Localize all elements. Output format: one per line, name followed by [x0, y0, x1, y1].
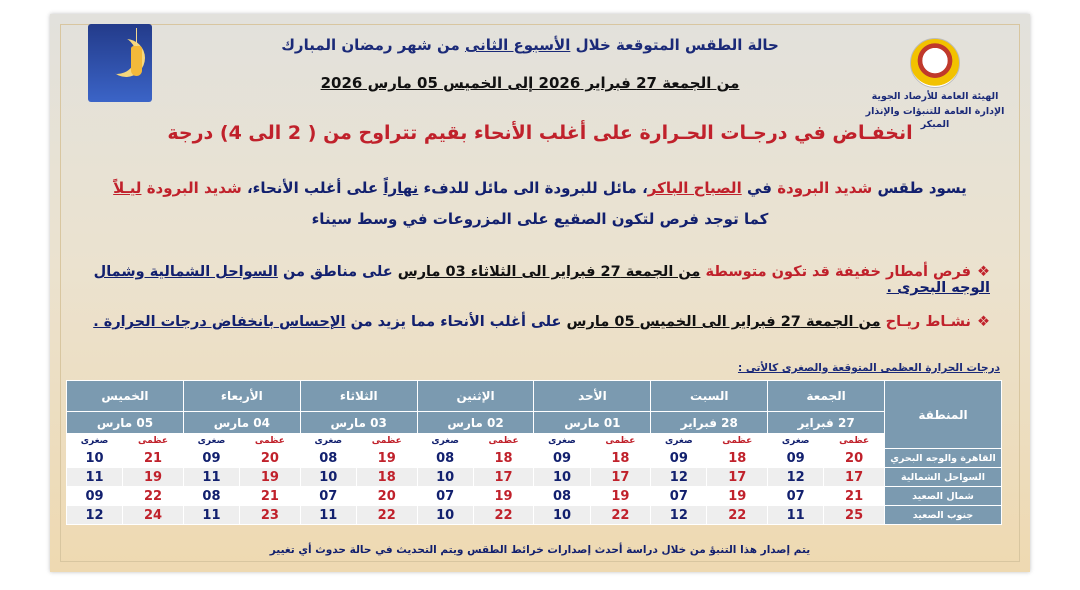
min-temp-cell: 11 [67, 468, 123, 487]
lantern-string [136, 28, 137, 46]
min-label: صغرى [183, 434, 239, 449]
max-label: عظمى [356, 434, 417, 449]
organization-block [860, 38, 1010, 131]
min-temp-cell: 12 [768, 468, 824, 487]
max-temp-cell: 22 [123, 487, 184, 506]
min-temp-cell: 08 [183, 487, 239, 506]
min-temp-cell: 09 [67, 487, 123, 506]
table-row [67, 449, 1002, 468]
min-temp-cell: 09 [183, 449, 239, 468]
max-temp-cell: 22 [707, 506, 768, 525]
min-temp-cell: 10 [534, 506, 590, 525]
min-temp-cell: 10 [417, 468, 473, 487]
headline: انخفـاض في درجـات الحـرارة على أغلب الأنحاء بقيم تتراوح من ( 2 الى 4) درجة [167, 122, 913, 144]
max-temp-cell: 20 [356, 487, 417, 506]
max-label: عظمى [239, 434, 300, 449]
min-label: صغرى [417, 434, 473, 449]
max-temp-cell: 22 [356, 506, 417, 525]
min-temp-cell: 08 [300, 449, 356, 468]
max-temp-cell: 21 [123, 449, 184, 468]
min-temp-cell: 07 [768, 487, 824, 506]
min-label: صغرى [67, 434, 123, 449]
min-temp-cell: 07 [417, 487, 473, 506]
min-temp-cell: 10 [67, 449, 123, 468]
region-cell: القاهرة والوجه البحري [885, 449, 1002, 468]
max-temp-cell: 21 [824, 487, 885, 506]
min-temp-cell: 09 [651, 449, 707, 468]
max-temp-cell: 19 [473, 487, 534, 506]
max-temp-cell: 20 [239, 449, 300, 468]
day-name: الأربعاء [183, 381, 300, 412]
star-bullet-icon: ❖ [977, 264, 990, 280]
max-temp-cell: 23 [239, 506, 300, 525]
temperature-table [66, 380, 1002, 525]
day-date: 28 فبراير [651, 412, 768, 434]
min-temp-cell: 12 [651, 468, 707, 487]
min-temp-cell: 09 [768, 449, 824, 468]
star-bullet-icon: ❖ [977, 314, 990, 330]
max-temp-cell: 17 [707, 468, 768, 487]
table-row [67, 487, 1002, 506]
day-name: الأحد [534, 381, 651, 412]
day-date: 01 مارس [534, 412, 651, 434]
min-temp-cell: 12 [67, 506, 123, 525]
min-temp-cell: 11 [300, 506, 356, 525]
date-range: من الجمعة 27 فبراير 2026 إلى الخميس 05 مارس 2026 [320, 74, 740, 92]
bullet-rain: ❖فرص أمطار خفيفة قد تكون متوسطة من الجمعة 27 فبراير الى الثلاثاء 03 مارس على مناطق من السواحل الشمالية وشمال الوجه البحرى . [93, 264, 990, 296]
min-temp-cell: 07 [300, 487, 356, 506]
min-temp-cell: 11 [768, 506, 824, 525]
max-temp-cell: 21 [239, 487, 300, 506]
min-temp-cell: 09 [534, 449, 590, 468]
min-temp-cell: 08 [534, 487, 590, 506]
ramadan-image [88, 24, 152, 102]
min-temp-cell: 12 [651, 506, 707, 525]
day-name: الجمعة [768, 381, 885, 412]
max-temp-cell: 19 [590, 487, 651, 506]
max-label: عظمى [473, 434, 534, 449]
max-temp-cell: 19 [123, 468, 184, 487]
max-label: عظمى [590, 434, 651, 449]
day-name: الخميس [67, 381, 184, 412]
lantern-icon [131, 46, 142, 76]
min-temp-cell: 11 [183, 468, 239, 487]
min-temp-cell: 10 [417, 506, 473, 525]
table-caption: درجات الحرارة العظمى المتوقعة والصغرى كالأتى : [737, 362, 1000, 374]
min-label: صغرى [534, 434, 590, 449]
min-label: صغرى [300, 434, 356, 449]
max-temp-cell: 19 [239, 468, 300, 487]
day-name: الثلاثاء [300, 381, 417, 412]
min-temp-cell: 07 [651, 487, 707, 506]
min-temp-cell: 10 [534, 468, 590, 487]
max-temp-cell: 18 [356, 468, 417, 487]
min-temp-cell: 08 [417, 449, 473, 468]
min-temp-cell: 10 [300, 468, 356, 487]
bullet-wind: ❖نشـاط ريـاح من الجمعة 27 فبراير الى الخميس 05 مارس على أغلب الأنحاء مما يزيد من الإحساس بانخفاض درجات الحرارة . [93, 314, 990, 330]
day-name: الإثنين [417, 381, 534, 412]
page-title: حالة الطقس المتوقعة خلال الأسبوع الثانى من شهر رمضان المبارك [281, 36, 779, 54]
max-temp-cell: 25 [824, 506, 885, 525]
organization-name: الهيئة العامة للأرصاد الجوية [871, 91, 999, 102]
region-cell: شمال الصعيد [885, 487, 1002, 506]
max-temp-cell: 22 [590, 506, 651, 525]
max-temp-cell: 18 [707, 449, 768, 468]
forecast-card [50, 14, 1030, 572]
max-temp-cell: 18 [590, 449, 651, 468]
min-label: صغرى [651, 434, 707, 449]
region-cell: السواحل الشمالية [885, 468, 1002, 487]
ema-logo-icon [910, 38, 960, 88]
day-name: السبت [651, 381, 768, 412]
region-header: المنطقة [885, 381, 1002, 449]
region-cell: جنوب الصعيد [885, 506, 1002, 525]
max-temp-cell: 20 [824, 449, 885, 468]
table-row [67, 468, 1002, 487]
max-temp-cell: 17 [824, 468, 885, 487]
footer-note: يتم إصدار هذا التنبؤ من خلال دراسة أحدث إصدارات خرائط الطقس ويتم التحديث في حالة حدوث أي تغيير [269, 544, 811, 556]
max-temp-cell: 19 [356, 449, 417, 468]
max-temp-cell: 24 [123, 506, 184, 525]
max-label: عظمى [123, 434, 184, 449]
max-label: عظمى [707, 434, 768, 449]
day-date: 02 مارس [417, 412, 534, 434]
day-date: 03 مارس [300, 412, 417, 434]
max-temp-cell: 17 [590, 468, 651, 487]
min-temp-cell: 11 [183, 506, 239, 525]
min-label: صغرى [768, 434, 824, 449]
summary-line-1: يسود طقس شديد البرودة في الصباح الباكر، مائل للبرودة الى مائل للدفء نهاراً على أغلب الأنحاء، شديد البرودة ليـلاً [113, 179, 967, 197]
max-temp-cell: 22 [473, 506, 534, 525]
max-label: عظمى [824, 434, 885, 449]
day-date: 27 فبراير [768, 412, 885, 434]
max-temp-cell: 17 [473, 468, 534, 487]
day-date: 05 مارس [67, 412, 184, 434]
summary-line-2: كما توجد فرص لتكون الصقيع على المزروعات في وسط سيناء [311, 210, 769, 228]
organization-department: الإدارة العامة للتنبؤات والإنذار المبكر [865, 106, 1005, 130]
max-temp-cell: 19 [707, 487, 768, 506]
table-row [67, 506, 1002, 525]
max-temp-cell: 18 [473, 449, 534, 468]
day-date: 04 مارس [183, 412, 300, 434]
